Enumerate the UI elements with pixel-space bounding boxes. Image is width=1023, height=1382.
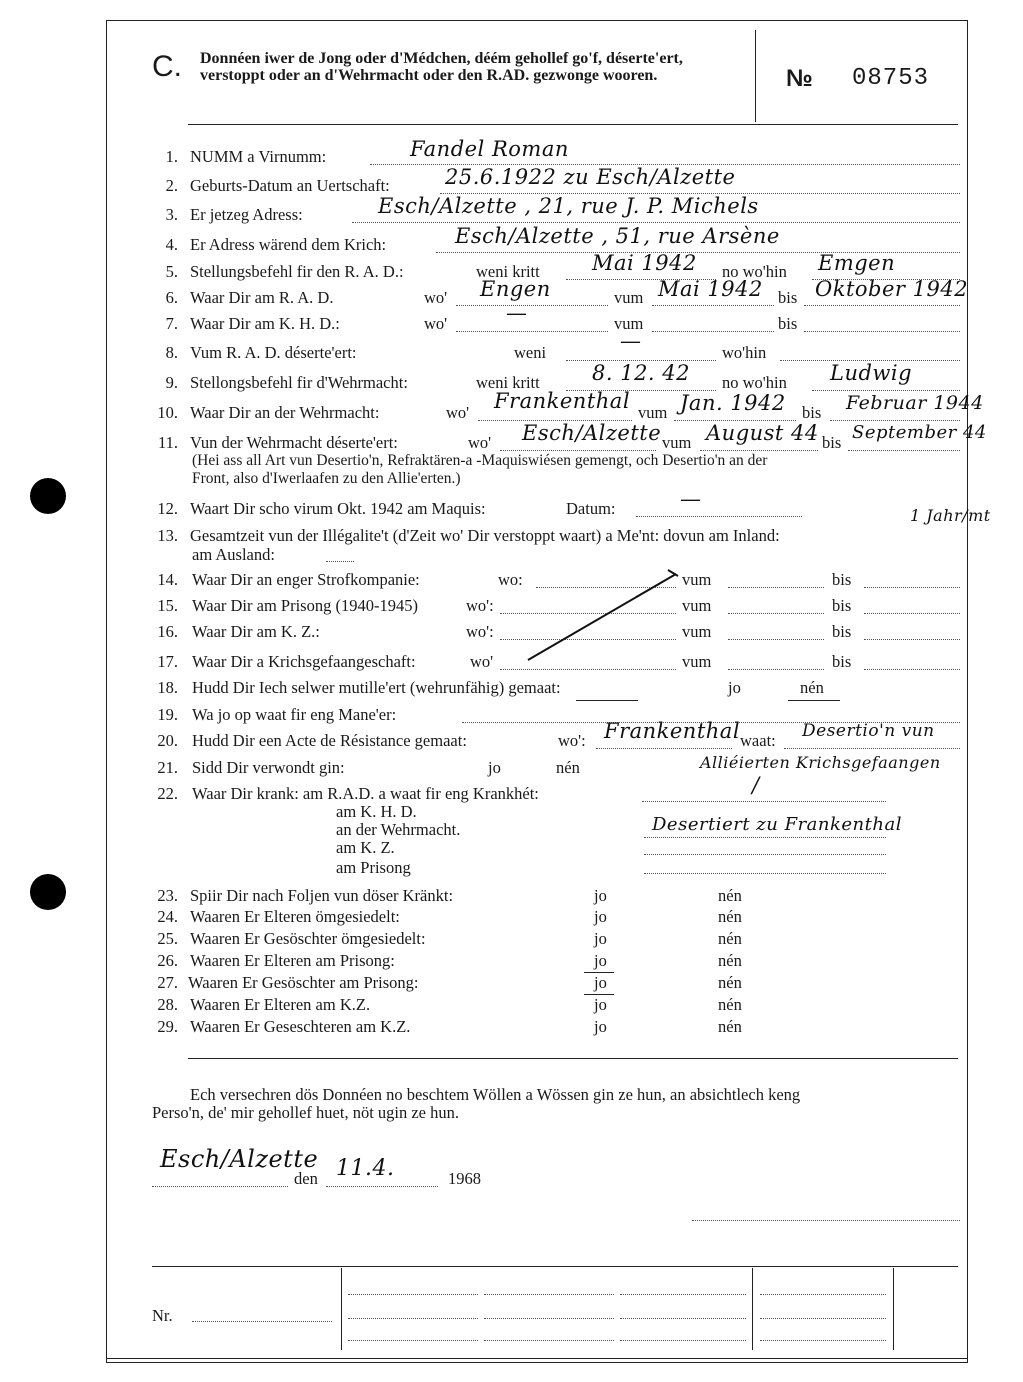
row-number: 23.: [157, 886, 178, 905]
answer-line: [620, 1318, 746, 1319]
wound-value[interactable]: Alliéierten Krichsgefaangen: [700, 753, 941, 772]
nr-label: Nr.: [152, 1306, 173, 1325]
yes-option[interactable]: jo: [594, 995, 607, 1014]
row-number: 26.: [157, 951, 178, 970]
answer-line: [784, 748, 960, 749]
signature-line[interactable]: [692, 1220, 960, 1221]
from-label: vum: [682, 570, 712, 589]
answer-line: [192, 1321, 332, 1322]
answer-line: [484, 1340, 614, 1341]
row-label: NUMM a Virnumm:: [190, 147, 327, 166]
answer-line: [760, 1340, 886, 1341]
from-value[interactable]: Mai 1942: [658, 277, 763, 301]
answer-line: [728, 669, 824, 670]
answer-line: [500, 669, 676, 670]
where-value[interactable]: —: [506, 301, 528, 325]
declaration-line: Ech versechren dös Donnéen no beschtem Wöllen a Wössen gin ze hun, an absichtlech keng: [190, 1085, 801, 1104]
from-label: vum: [682, 622, 712, 641]
answer-line: [636, 516, 802, 517]
row-number: 13.: [157, 526, 178, 545]
row-label: Sidd Dir verwondt gin:: [192, 758, 345, 777]
from-label: vum: [638, 403, 668, 422]
inland-value[interactable]: 1 Jahr/mt: [910, 506, 991, 525]
answer-line: [760, 1318, 886, 1319]
form-number: 08753: [852, 65, 930, 92]
row-number: 21.: [157, 758, 178, 777]
answer-line: [642, 801, 886, 802]
date-value[interactable]: —: [680, 487, 702, 511]
current-address-value[interactable]: Esch/Alzette , 21, rue J. P. Michels: [378, 194, 759, 218]
to-label: bis: [832, 570, 852, 589]
answer-line: [596, 748, 732, 749]
from-label: vum: [682, 596, 712, 615]
no-option[interactable]: nén: [718, 929, 742, 948]
punch-hole-bottom: [30, 874, 66, 910]
row-number: 16.: [157, 622, 178, 641]
row-number: 27.: [157, 973, 178, 992]
when-label: weni: [514, 343, 547, 362]
birth-value[interactable]: 25.6.1922 zu Esch/Alzette: [445, 165, 736, 189]
footer-bottom-rule: [106, 1358, 968, 1359]
answer-line: [484, 1294, 614, 1295]
header-divider: [755, 30, 756, 122]
to-label: bis: [832, 596, 852, 615]
date-label: Datum:: [566, 499, 616, 518]
selected-underline: [788, 700, 840, 701]
answer-line: [652, 305, 774, 306]
answer-line: [644, 854, 886, 855]
footer-divider: [752, 1268, 753, 1350]
row-label: Geburts-Datum an Uertschaft:: [190, 176, 390, 195]
answer-line: [644, 837, 886, 838]
where-label: wo:: [498, 570, 523, 589]
footer-divider: [341, 1268, 342, 1350]
row-number: 17.: [157, 652, 178, 671]
yes-option[interactable]: jo: [488, 758, 501, 777]
answer-line: [864, 613, 960, 614]
row-number: 9.: [165, 373, 178, 392]
row-number: 29.: [157, 1017, 178, 1036]
no-option[interactable]: nén: [556, 758, 580, 777]
no-option[interactable]: nén: [718, 995, 742, 1014]
row-note: Front, also d'Iwerlaafen zu den Allie'erten.): [192, 470, 461, 487]
answer-line: [326, 1186, 438, 1187]
declaration-line: Perso'n, de' mir gehollef huet, nöt ugin ze hun.: [152, 1103, 460, 1122]
row-number: 7.: [165, 314, 178, 333]
when-value[interactable]: 8. 12. 42: [592, 361, 691, 385]
answer-line: [152, 1186, 288, 1187]
where-label: wo': [470, 652, 494, 671]
sub-label: am K. H. D.: [336, 802, 417, 821]
answer-line: [700, 450, 818, 451]
row-label: Waaren Er Elteren am K.Z.: [190, 995, 371, 1014]
to-label: bis: [778, 288, 798, 307]
what-value[interactable]: Desertio'n vun: [802, 721, 935, 741]
answer-line: [500, 450, 656, 451]
row-label: Waart Dir scho virum Okt. 1942 am Maquis:: [190, 499, 486, 518]
row-label: Stellungsbefehl fir den R. A. D.:: [190, 262, 404, 281]
where-label: no wo'hin: [722, 262, 787, 281]
answer-line: [728, 587, 824, 588]
row-label: Waar Dir am Prisong (1940-1945): [192, 596, 418, 615]
row-label: Stellongsbefehl fir d'Wehrmacht:: [190, 373, 408, 392]
where-label: wo':: [466, 596, 494, 615]
yes-option[interactable]: jo: [594, 907, 607, 926]
answer-line: [456, 305, 608, 306]
what-label: waat:: [740, 731, 776, 750]
row-label: Er jetzeg Adress:: [190, 205, 303, 224]
war-address-value[interactable]: Esch/Alzette , 51, rue Arsène: [455, 224, 780, 248]
illness-detail-value[interactable]: Desertiert zu Frankenthal: [652, 814, 902, 835]
to-label: bis: [802, 403, 822, 422]
answer-line: [760, 1294, 886, 1295]
footer-rule: [152, 1266, 958, 1267]
to-value[interactable]: Februar 1944: [846, 392, 984, 414]
when-value[interactable]: —: [620, 329, 642, 353]
answer-line: [804, 331, 960, 332]
row-label: Hudd Dir Iech selwer mutille'ert (wehrunfähig) gemaat:: [192, 678, 561, 697]
row-label: Hudd Dir een Acte de Résistance gemaat:: [192, 731, 467, 750]
row-label: Waaren Er Gesöschter am Prisong:: [188, 973, 419, 992]
row-number: 15.: [157, 596, 178, 615]
row-label: am Ausland:: [192, 545, 275, 564]
row-label: Waar Dir krank: am R.A.D. a waat fir eng Krankhét:: [192, 784, 539, 803]
answer-line: [484, 1318, 614, 1319]
to-value[interactable]: Oktober 1942: [815, 277, 969, 301]
to-label: bis: [832, 622, 852, 641]
to-label: bis: [832, 652, 852, 671]
answer-line: [652, 331, 774, 332]
where-label: wo': [446, 403, 470, 422]
answer-line: [352, 222, 960, 223]
row-label: Waaren Er Geseschteren am K.Z.: [190, 1017, 411, 1036]
from-label: vum: [682, 652, 712, 671]
answer-line: [864, 639, 960, 640]
where-value[interactable]: Frankenthal: [604, 719, 741, 743]
row-label: Waar Dir am K. Z.:: [192, 622, 320, 641]
row-label: Waaren Er Gesöschter ömgesiedelt:: [190, 929, 426, 948]
row-number: 12.: [157, 499, 178, 518]
answer-line: [848, 450, 960, 451]
row-label: Waaren Er Elteren am Prisong:: [190, 951, 395, 970]
date-value[interactable]: 11.4.: [336, 1156, 395, 1181]
row-label: Vum R. A. D. déserte'ert:: [190, 343, 357, 362]
answer-line: [728, 613, 824, 614]
yes-option[interactable]: jo: [594, 951, 607, 970]
when-label: weni kritt: [476, 373, 540, 392]
from-value[interactable]: Jan. 1942: [680, 391, 786, 415]
no-option[interactable]: nén: [800, 678, 824, 697]
answer-line: [326, 561, 354, 562]
row-label: Vun der Wehrmacht déserte'ert:: [190, 433, 398, 452]
row-number: 25.: [157, 929, 178, 948]
no-option[interactable]: nén: [718, 907, 742, 926]
from-label: vum: [614, 314, 644, 333]
where-label: wo': [424, 314, 448, 333]
where-label: no wo'hin: [722, 373, 787, 392]
den-label: den: [294, 1169, 318, 1188]
to-value[interactable]: September 44: [852, 422, 987, 443]
row-label: Er Adress wärend dem Krich:: [190, 235, 387, 254]
no-option[interactable]: nén: [718, 973, 742, 992]
row-label: Waar Dir an enger Strofkompanie:: [192, 570, 420, 589]
yes-option[interactable]: jo: [594, 1017, 607, 1036]
row-number: 11.: [157, 433, 178, 452]
from-label: vum: [662, 433, 692, 452]
where-value[interactable]: Esch/Alzette: [522, 421, 662, 445]
no-option[interactable]: nén: [718, 951, 742, 970]
answer-line: [348, 1318, 478, 1319]
row-number: 1.: [165, 147, 178, 166]
row-number: 24.: [157, 907, 178, 926]
row-number: 14.: [157, 570, 178, 589]
when-value[interactable]: Mai 1942: [592, 251, 697, 275]
row-number: 3.: [165, 205, 178, 224]
where-label: wo':: [466, 622, 494, 641]
answer-line: [812, 390, 960, 391]
name-value[interactable]: Fandel Roman: [410, 137, 569, 161]
row-label: Waar Dir a Krichsgefaangeschaft:: [192, 652, 416, 671]
row-number: 28.: [157, 995, 178, 1014]
strike-through-mark: [520, 568, 680, 664]
strike-stroke: [528, 574, 676, 660]
row-note: (Hei ass all Art vun Desertio'n, Refraktären-a -Maquiswiésen gemengt, och Desertio'n an der: [192, 452, 768, 469]
to-label: bis: [822, 433, 842, 452]
where-value[interactable]: Ludwig: [830, 361, 913, 385]
illness-value[interactable]: /: [752, 773, 760, 797]
row-number: 18.: [157, 678, 178, 697]
row-label: Waar Dir am K. H. D.:: [190, 314, 340, 333]
from-value[interactable]: August 44: [706, 421, 819, 445]
where-label: wo'hin: [722, 343, 767, 362]
footer-divider: [893, 1268, 894, 1350]
when-label: weni kritt: [476, 262, 540, 281]
where-value[interactable]: Frankenthal: [494, 389, 631, 413]
row-label: Waar Dir an der Wehrmacht:: [190, 403, 380, 422]
year-value: 1968: [448, 1169, 481, 1188]
row-label: Gesamtzeit vun der Illégalite't (d'Zeit wo' Dir verstoppt waart) a Me'nt: dovun am Inland:: [190, 526, 780, 545]
answer-line: [620, 1294, 746, 1295]
where-value[interactable]: Emgen: [818, 251, 896, 275]
row-number: 22.: [157, 784, 178, 803]
no-option[interactable]: nén: [718, 886, 742, 905]
answer-line: [728, 639, 824, 640]
where-label: wo': [424, 288, 448, 307]
sub-label: an der Wehrmacht.: [336, 820, 461, 839]
no-option[interactable]: nén: [718, 1017, 742, 1036]
row-number: 8.: [165, 343, 178, 362]
answer-line: [830, 420, 960, 421]
number-label: №: [786, 65, 813, 92]
yes-option[interactable]: jo: [594, 886, 607, 905]
answer-line: [620, 1340, 746, 1341]
row-label: Spiir Dir nach Foljen vun döser Kränkt:: [190, 886, 454, 905]
yes-option[interactable]: jo: [594, 929, 607, 948]
answer-line: [804, 305, 960, 306]
row-number: 19.: [157, 705, 178, 724]
answer-line: [864, 669, 960, 670]
row-number: 2.: [165, 176, 178, 195]
row-label: Wa jo op waat fir eng Mane'er:: [192, 705, 397, 724]
to-label: bis: [778, 314, 798, 333]
underline-mark: [576, 700, 638, 701]
answer-line: [644, 873, 886, 874]
section-rule: [188, 1058, 958, 1059]
header-rule: [188, 124, 958, 125]
yes-option[interactable]: jo: [728, 678, 741, 697]
where-label: wo':: [558, 731, 586, 750]
answer-line: [456, 331, 608, 332]
answer-line: [348, 1294, 478, 1295]
header-title: Donnéen iwer de Jong oder d'Médchen, déém gehollef go'f, déserte'ert, verstoppt oder an d'Wehrmacht oder den R.AD. gezwonge wooren.: [200, 50, 683, 84]
row-label: Waar Dir am R. A. D.: [190, 288, 334, 307]
row-number: 5.: [165, 262, 178, 281]
place-value[interactable]: Esch/Alzette: [160, 1145, 319, 1173]
row-number: 4.: [165, 235, 178, 254]
answer-line: [348, 1340, 478, 1341]
from-label: vum: [614, 288, 644, 307]
row-number: 20.: [157, 731, 178, 750]
row-label: Waaren Er Elteren ömgesiedelt:: [190, 907, 400, 926]
where-value[interactable]: Engen: [480, 277, 551, 301]
row-number: 6.: [165, 288, 178, 307]
yes-option[interactable]: jo: [594, 973, 607, 992]
row-number: 10.: [157, 403, 178, 422]
sub-label: am K. Z.: [336, 838, 395, 857]
section-letter: C.: [152, 50, 182, 83]
punch-hole-top: [30, 478, 66, 514]
sub-label: am Prisong: [336, 858, 411, 877]
where-label: wo': [468, 433, 492, 452]
answer-line: [864, 587, 960, 588]
